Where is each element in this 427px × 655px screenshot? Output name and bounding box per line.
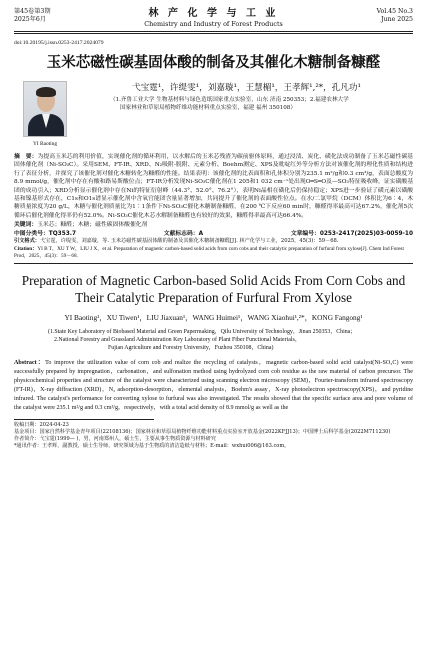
- document-code-label: 文献标志码：: [163, 231, 199, 238]
- author-photo: [23, 81, 67, 137]
- article-meta: [76, 81, 413, 147]
- header-rule-thin: [14, 33, 413, 34]
- abstract-cn-label: 摘 要：: [14, 154, 38, 160]
- citation-en-text: YI B T，XU T W，LIU J X，et al. Preparation of magnetic carbon-based solid acids from corn cobs and their catalytic preparation of furfural from xylose[J]. Chem Ind Forest Prod，2025，45(3)：59－68.: [14, 245, 404, 260]
- journal-name-cn: 林 产 化 学 与 工 业: [148, 8, 279, 19]
- volume-issue-cn: 第45卷第3期: [14, 8, 51, 15]
- affiliation-en-line: 2.National Forestry and Grassland Administration Key Laboratory of Plant Fiber Functional Materials，: [54, 337, 301, 344]
- affiliation-en-line: Fujian Agriculture and Forestry University，Fuzhou 350108，China): [108, 345, 274, 352]
- article-title-cn: 玉米芯磁性碳基固体酸的制备及其催化木糖制备糠醛: [46, 55, 381, 71]
- affiliation-en-line: (1.State Key Laboratory of Biobased Material and Green Papermaking，Qilu University of Technology，Jinan 250353，China；: [48, 329, 357, 336]
- affiliations-en: [14, 328, 413, 352]
- article-title-en: Preparation of Magnetic Carbon-based Solid Acids From Corn Cobs and Their Catalytic Preparation of Furfural From Xylose: [21, 273, 406, 306]
- abstract-en: [14, 359, 413, 413]
- citation-cn: [14, 238, 413, 245]
- abstract-en-label: Abstract：: [14, 360, 46, 367]
- affiliation-line: 国家林业和草原局植物纤维功能材料重点实验室，福建 福州 350108）: [120, 104, 296, 111]
- citation-en: [14, 246, 413, 261]
- affiliations-cn: [80, 97, 413, 112]
- footnote-corresponding: *通讯作者：王孝辉，副教授，硕士生导师，研究领域为基于生物质的清洁造纸与材料；E-mail：wxhui006@163.com。: [14, 443, 290, 450]
- citation-cn-label: 引文格式：: [14, 238, 40, 245]
- abstract-cn: [14, 153, 413, 220]
- author-photo-column: [14, 81, 76, 147]
- citation-en-label: Citation：: [14, 245, 38, 252]
- header-rule: [14, 31, 413, 32]
- volume-issue-en: Vol.45 No.3: [376, 8, 413, 15]
- footnotes: [14, 422, 413, 450]
- journal-name: [104, 8, 323, 28]
- affiliation-line: （1.齐鲁工业大学 生物基材料与绿色造纸国家重点实验室，山东 济南 250353；2.福建农林大学: [110, 97, 349, 103]
- footnote-funding: 基金项目：国家自然科学基金青年项目(22108136)；国家林业和草原局植物纤维功能材料重点实验室开放基金(2022KFJJ13)；中国博士后科学基金(2022M711230): [14, 429, 391, 436]
- citation-cn-text: 弋宝霆，许缇雯，刘嘉璇，等. 玉米芯磁性碳基固体酸的制备及其催化木糖制备糠醛[J]. 林产化学与工业，2025，45(3)：59－68.: [39, 238, 339, 245]
- abstract-cn-text: 为提高玉米芯的利用价值，实现催化剂的循环利用，以水解后的玉米芯残渣为碳前驱体原料，通过浸渍、炭化、磺化法成功制备了玉米芯磁性碳基固体催化剂（Ni-SO₃C）。采用SEM、FT-IR、XRD、N₂吸附-脱附、元素分析、Boehm测定、XPS及吡啶红外等分析方法对该催化剂的理化性质和结构进行了表征分析，并探究了该催化剂对催化木糖转化为糠醛的性能。结果表明：该催化剂的比表面积和孔体积分别为235.1 m²/g和0.3 cm³/g，表面总酸度为8.9 mmol/g，催化剂中存在有酸和路易斯酸位点；FT-IR分析发现Ni-SO₃C催化剂在1 205和1 032 cm⁻¹处出现O═S═O及—SO₃特征吸收峰，证实磺酸基团的成功引入；XRD分析显示催化剂中存在Ni的特征衍射峰（44.3°、52.0°、76.2°），表明Ni晶相在磺化后仍保持稳定；XPS进一步验证了磺元素以磺酸基和镍基形式存在，C1s和O1s谱显示催化剂中含氧官能团含量显著增加，共同提升了催化剂的表面酸性位点。在水/二氯甲烷（DCM）体积比为6∶4，木糖质量浓度为20 g/L，木糖与催化剂质量比为1∶1条件下Ni-SO₃C催化木糖制备糠醛，在200 ℃下反应60 min时，糠醛得率最高可达67.2%，催化剂5次循环后催化剂催化得率仍有52.0%。Ni-SO₃C催化木芯水解制备糠醛也有较好的效果，糠醛得率最高可达66.4%。: [14, 154, 413, 219]
- date-en: June 2025: [381, 16, 413, 23]
- keywords-label: 关键词：: [14, 222, 38, 229]
- footnote-received: 收稿日期：2024-04-23: [14, 422, 69, 429]
- footnote-author-bio: 作者简介：弋宝霆(1999— )，男，河南郑州人，硕士生，主要从事生物质资源与材料研究: [14, 436, 216, 443]
- doi[interactable]: doi:10.20195/j.issn.0253-2417.2024079: [14, 40, 104, 46]
- author-block: [14, 81, 413, 147]
- authors-en: YI Baoting¹，XU Tiwen¹，LIU Jiaxuan¹，WANG Huimei¹，WANG Xiaohui¹,²*，KONG Fangong¹: [64, 313, 363, 323]
- date-cn: 2025年6月: [14, 16, 47, 23]
- issue-info: [14, 8, 104, 24]
- issue-info-en: [323, 8, 413, 24]
- keywords-cn: [14, 221, 413, 229]
- journal-name-en: Chemistry and Industry of Forest Products: [144, 20, 283, 28]
- class-number-label: 中图分类号：: [14, 231, 49, 238]
- author-photo-caption: YI Baoting: [32, 141, 58, 147]
- article-number-value: 0253-2417(2025)03-0059-10: [319, 231, 413, 238]
- running-header: [14, 8, 413, 28]
- document-code-value: A: [198, 231, 204, 238]
- citation-rule: [14, 263, 413, 264]
- class-number-value: TQ353.7: [48, 231, 77, 238]
- footnote-rule: [14, 419, 154, 420]
- keywords-text: 玉米芯；糠醛；木糖；磁性碳固体酸催化剂: [37, 222, 148, 229]
- article-number-label: 文章编号：: [290, 231, 320, 238]
- abstract-en-text: To improve the utilization value of corn cob and realize the recycling of catalysts，magnetic carbon-based solid acid catalyst(Ni-SO₃C) were successfully prepared by impregnation，carbonation，and sulfonation method using hydrolyzed corn cob residue as the raw material of carbon precursor. The physicochemical properties and structure of the catalyst were characterized using scanning electron microscopy (SEM)，Fourier-transform infrared spectroscopy (FT-IR)，X-ray diffraction (XRD)，N₂ adsorption-desorption，elemental analysis，Boehm's assay，X-ray photoelectron spectroscopy(XPS)，and pyridine infrared. The catalyst's performance for converting xylose to furfural was also investigated. The results showed that the specific surface area and pore volume of the catalyst were 235.1 m²/g and 0.3 cm³/g，respectively，with a total acid density of 8.9 mmol/g as well as the: [14, 360, 413, 412]
- authors-cn: 弋宝霆¹，许缇雯¹，刘嘉璇¹，王慧楣¹，王孝辉¹,²*，孔凡功¹: [132, 83, 361, 93]
